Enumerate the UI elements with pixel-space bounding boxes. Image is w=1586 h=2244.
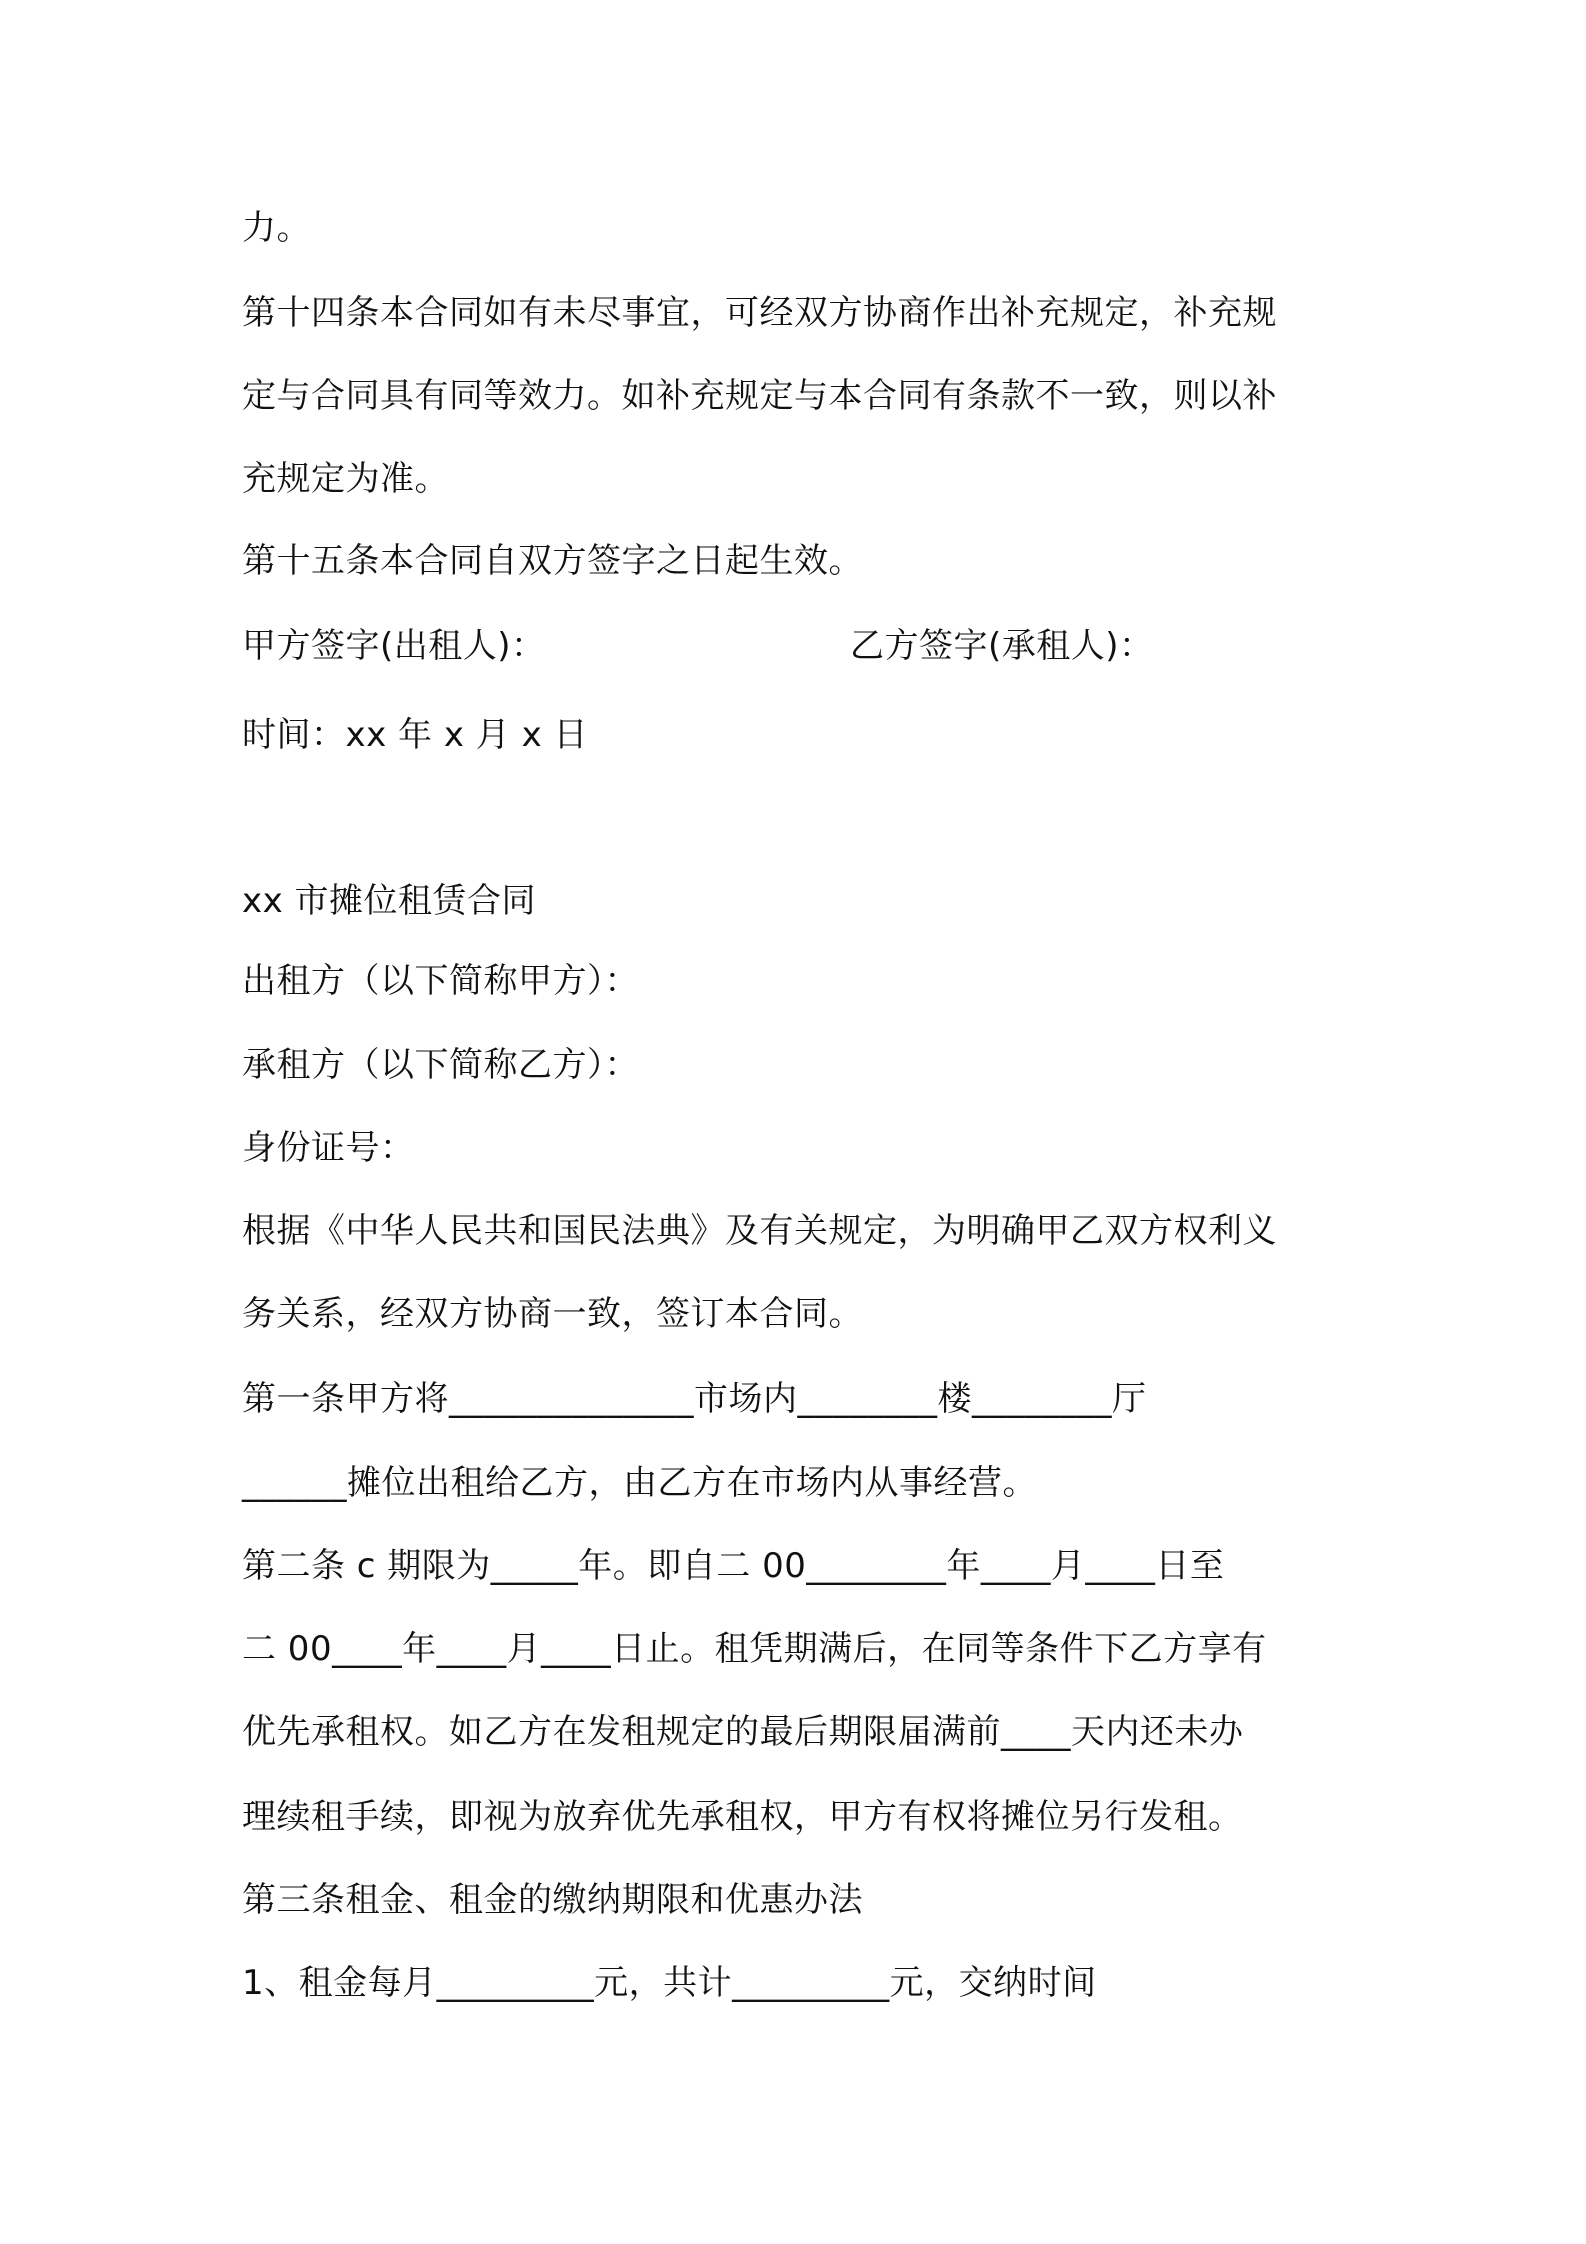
text-line: 第十四条本合同如有未尽事宜，可经双方协商作出补充规定，补充规 [242, 293, 1277, 333]
text-line: 力。 [242, 208, 311, 248]
text-line: 出租方（以下简称甲方）： [242, 961, 639, 1001]
text-line: 充规定为准。 [242, 459, 449, 499]
text-line: 身份证号： [242, 1128, 415, 1168]
signature-party-a: 甲方签字(出租人)： [242, 626, 546, 666]
text-line: 二 00____年____月____日止。租凭期满后，在同等条件下乙方享有 [242, 1629, 1267, 1669]
text-line: 根据《中华人民共和国民法典》及有关规定，为明确甲乙双方权利义 [242, 1211, 1277, 1251]
text-line: 理续租手续，即视为放弃优先承租权，甲方有权将摊位另行发租。 [242, 1797, 1243, 1837]
text-line: 承租方（以下简称乙方）： [242, 1045, 639, 1085]
text-line: 务关系，经双方协商一致，签订本合同。 [242, 1294, 863, 1334]
text-line: 第三条租金、租金的缴纳期限和优惠办法 [242, 1880, 863, 1920]
text-line: ______摊位出租给乙方，由乙方在市场内从事经营。 [242, 1463, 1037, 1503]
text-line: 第一条甲方将______________市场内________楼________厅 [242, 1379, 1147, 1419]
date-line: 时间：xx 年 x 月 x 日 [242, 715, 589, 755]
text-line: 第二条 c 期限为_____年。即自二 00________年____月____日至 [242, 1546, 1225, 1586]
text-line: 第十五条本合同自双方签字之日起生效。 [242, 541, 863, 581]
signature-party-b: 乙方签字(承租人)： [850, 626, 1154, 666]
text-line: 定与合同具有同等效力。如补充规定与本合同有条款不一致，则以补 [242, 376, 1277, 416]
text-line: 1、租金每月_________元，共计_________元，交纳时间 [242, 1963, 1097, 2003]
contract-title: xx 市摊位租赁合同 [242, 881, 537, 921]
text-line: 优先承租权。如乙方在发租规定的最后期限届满前____天内还未办 [242, 1712, 1244, 1752]
